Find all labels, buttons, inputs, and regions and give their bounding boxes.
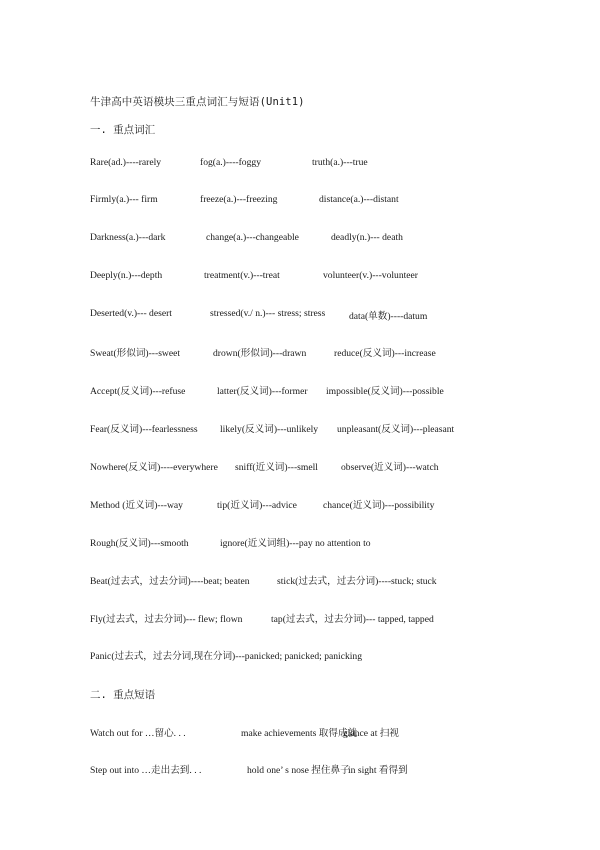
document-title: 牛津高中英语模块三重点词汇与短语(Unit1) <box>90 96 305 108</box>
vocab-row-entry: chance(近义词)---possibility <box>323 500 435 511</box>
vocab-row-entry: treatment(v.)---treat <box>204 270 280 281</box>
vocab-row-entry: Rare(ad.)----rarely <box>90 157 162 168</box>
phrase-row-entry: glance at 扫视 <box>343 728 399 739</box>
vocab-section-heading: 一. 重点词汇 <box>90 124 156 136</box>
phrase-row-entry: Step out into …走出去到. . . <box>90 765 202 776</box>
vocab-row-entry: ignore(近义词组)---pay no attention to <box>220 538 371 549</box>
vocab-row-entry: Fear(反义词)---fearlessness <box>90 424 198 435</box>
phrase-row-entry: make achievements 取得成就 <box>241 728 358 739</box>
vocab-row-entry: sniff(近义词)---smell <box>235 462 318 473</box>
vocab-row-entry: Nowhere(反义词)----everywhere <box>90 462 218 473</box>
vocab-row-entry: Deserted(v.)--- desert <box>90 308 172 319</box>
vocab-row-entry: freeze(a.)---freezing <box>200 194 278 205</box>
phrase-row-entry: hold one’ s nose 捏住鼻子 <box>247 765 350 776</box>
vocab-row-entry: Firmly(a.)--- firm <box>90 194 158 205</box>
vocab-row-entry: Darkness(a.)---dark <box>90 232 166 243</box>
vocab-row-entry: likely(反义词)---unlikely <box>220 424 319 435</box>
vocab-row-entry: stick(过去式，过去分词)----stuck; stuck <box>277 576 437 587</box>
vocab-row-entry: stressed(v./ n.)--- stress; stress <box>210 308 326 319</box>
vocab-row-entry: Sweat(形似词)---sweet <box>90 348 181 359</box>
vocab-row-entry: Accept(反义词)---refuse <box>90 386 186 397</box>
phrase-row-entry: in sight 看得到 <box>348 765 408 776</box>
vocab-row-entry: distance(a.)---distant <box>319 194 399 205</box>
vocab-row-entry: impossible(反义词)---possible <box>326 386 444 397</box>
vocab-row-entry: change(a.)---changeable <box>206 232 299 243</box>
vocab-row-entry: fog(a.)----foggy <box>200 157 261 168</box>
vocab-row-entry: deadly(n.)--- death <box>331 232 403 243</box>
vocab-row-entry: drown(形似词)---drawn <box>213 348 307 359</box>
vocab-row-entry: tip(近义词)---advice <box>217 500 297 511</box>
vocab-row-entry: Deeply(n.)---depth <box>90 270 163 281</box>
vocab-row-entry: Beat(过去式，过去分词)----beat; beaten <box>90 576 250 587</box>
vocab-row-entry: latter(反义词)---former <box>217 386 308 397</box>
phrase-row-entry: Watch out for …留心. . . <box>90 728 186 739</box>
vocab-row-entry: Method (近义词)---way <box>90 500 183 511</box>
vocab-row-entry: tap(过去式，过去分词)--- tapped, tapped <box>271 614 434 625</box>
vocab-row-entry: data(单数)----datum <box>349 311 428 322</box>
vocab-row-entry: observe(近义词)---watch <box>341 462 439 473</box>
vocab-row-entry: Panic(过去式，过去分词,现在分词)---panicked; panicked; panicking <box>90 651 363 662</box>
vocab-row-entry: reduce(反义词)---increase <box>334 348 436 359</box>
phrase-section-heading: 二. 重点短语 <box>90 689 156 701</box>
vocab-row-entry: unpleasant(反义词)---pleasant <box>337 424 455 435</box>
vocab-row-entry: Rough(反义词)---smooth <box>90 538 189 549</box>
vocab-row-entry: truth(a.)---true <box>312 157 368 168</box>
vocab-row-entry: Fly(过去式，过去分词)--- flew; flown <box>90 614 243 625</box>
vocab-row-entry: volunteer(v.)---volunteer <box>323 270 419 281</box>
